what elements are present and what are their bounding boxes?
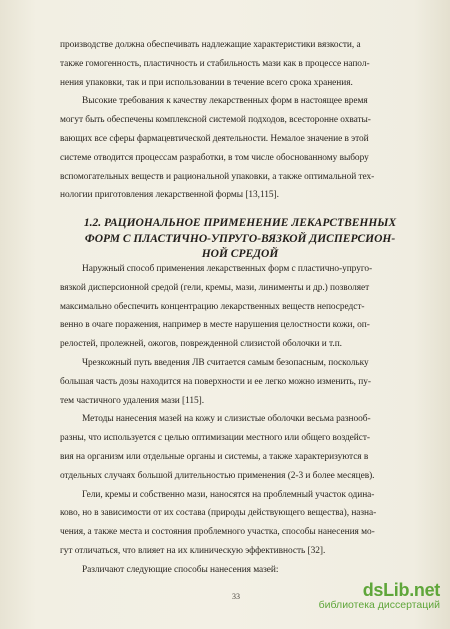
text-line: Методы нанесения мазей на кожу и слизистые оболочки весьма разнооб- xyxy=(82,414,371,425)
text-line: вающих все сферы фармацевтической деятельности. Немалое значение в этой xyxy=(60,133,369,144)
text-line: вия на организм или отдельные органы и системы, а также характеризуются в xyxy=(60,451,369,462)
text-line: ково, но в зависимости от их состава (природы действующего вещества), назна- xyxy=(60,508,377,519)
watermark-subtitle: библиотека диссертаций xyxy=(318,599,440,611)
text-line: нологии приготовления лекарственной формы [13,115]. xyxy=(60,190,279,201)
text-line: разны, что используется с целью оптимизации местного или общего воздейст- xyxy=(60,433,370,444)
text-line: Гели, кремы и собственно мази, наносятся на проблемный участок одина- xyxy=(82,489,375,500)
watermark xyxy=(319,580,440,611)
paragraph-block-1 xyxy=(60,36,412,205)
text-line: Высокие требования к качеству лекарственных форм в настоящее время xyxy=(82,96,368,107)
text-line: вязкой дисперсионной средой (гели, кремы, мази, линименты и др.) позволяет xyxy=(60,282,370,293)
text-line: также гомогенность, пластичность и стабильность мази как в процессе напол- xyxy=(60,58,370,69)
text-line: отдельных случаях большой длительностью применения (2-3 и более месяцев). xyxy=(60,470,375,481)
text-line: нения упаковки, так и при использовании в течение всего срока хранения. xyxy=(60,77,353,88)
text-line: венно в очаге поражения, например в месте нарушения целостности кожи, оп- xyxy=(60,320,370,331)
text-line: тем частичного удаления мази [115]. xyxy=(60,395,205,406)
heading-line: ФОРМ С ПЛАСТИЧНО-УПРУГО-ВЯЗКОЙ ДИСПЕРСИОН- xyxy=(84,232,396,245)
text-line: большая часть дозы находится на поверхности и ее легко можно изменить, пу- xyxy=(60,376,371,387)
text-line: релостей, пролежней, ожогов, поврежденной слизистой оболочки и т.п. xyxy=(60,339,342,350)
text-line: Различают следующие способы нанесения мазей: xyxy=(82,564,279,575)
text-line: вспомогательных веществ и рациональной упаковки, а также оптимальной тех- xyxy=(60,171,375,182)
text-line: Чрезкожный путь введения ЛВ считается самым безопасным, поскольку xyxy=(82,357,369,368)
heading-line: НОЙ СРЕДОЙ xyxy=(201,248,279,260)
section-heading xyxy=(66,216,414,263)
page-number: 33 xyxy=(232,592,240,601)
text-line: производстве должна обеспечивать надлежащие характеристики вязкости, а xyxy=(60,40,361,50)
paragraph-block-2 xyxy=(60,260,412,580)
text-line: гут отличаться, что влияет на их клиническую эффективность [32]. xyxy=(60,545,326,556)
watermark-logo-tld: .net xyxy=(409,580,440,600)
text-line: системе отводится процессам разработки, в том числе обоснованному выбору xyxy=(60,152,369,163)
heading-line: 1.2. РАЦИОНАЛЬНОЕ ПРИМЕНЕНИЕ ЛЕКАРСТВЕННЫХ xyxy=(83,217,397,229)
text-line: чения, а также места и состояния проблемного участка, способы нанесения мо- xyxy=(60,527,375,538)
text-line: Наружный способ применения лекарственных форм с пластично-упруго- xyxy=(82,264,373,274)
watermark-logo-main: dsLib xyxy=(362,580,410,600)
text-line: могут быть обеспечены комплексной системой подходов, всесторонне охваты- xyxy=(60,115,371,126)
watermark-logo xyxy=(319,580,440,601)
text-line: максимально обеспечить концентрацию лекарственных веществ непосредст- xyxy=(60,301,365,312)
